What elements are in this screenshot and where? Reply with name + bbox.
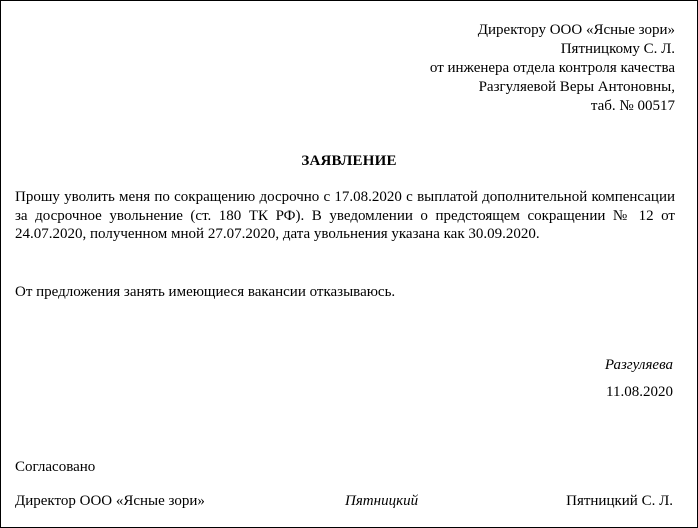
director-title: Директор ООО «Ясные зори» — [15, 493, 205, 509]
body-paragraph-request: Прошу уволить меня по сокращению досрочно с 17.08.2020 с выплатой дополнительной компенсации за досрочное увольнение (ст. 180 ТК РФ). В уведомлении о предстоящем сокращении № 12 от 24.07.2020, полученном мной 27.07.2020, дата увольнения указана как 30.09.2020. — [15, 189, 675, 242]
approval-label: Согласовано — [15, 459, 96, 475]
addressee-block — [430, 21, 675, 116]
applicant-signature: Разгуляева — [604, 357, 673, 373]
director-name: Пятницкий С. Л. — [566, 493, 673, 509]
addressee-line-from: от инженера отдела контроля качества — [429, 60, 675, 76]
addressee-line-name: Пятницкому С. Л. — [560, 41, 675, 57]
document-title: ЗАЯВЛЕНИЕ — [301, 153, 397, 169]
application-date: 11.08.2020 — [606, 384, 673, 400]
addressee-line-tab-number: таб. № 00517 — [590, 98, 675, 114]
body-paragraph-refusal: От предложения занять имеющиеся вакансии отказываюсь. — [15, 284, 396, 300]
director-signature: Пятницкий — [345, 493, 419, 509]
addressee-line-director: Директору ООО «Ясные зори» — [477, 22, 675, 38]
addressee-line-applicant: Разгуляевой Веры Антоновны, — [478, 79, 675, 95]
